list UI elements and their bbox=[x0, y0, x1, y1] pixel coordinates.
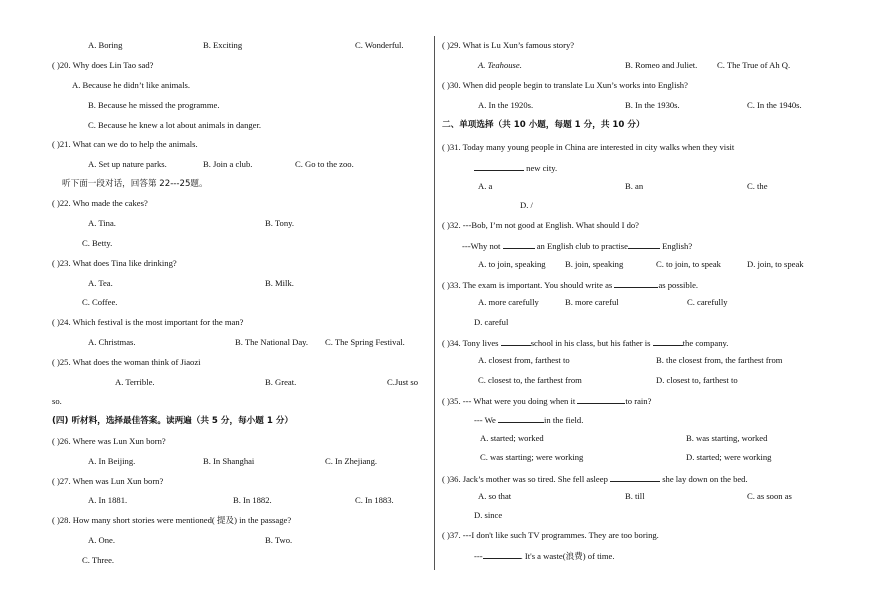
q37-question-cont: --- . It's a waste(浪费) of time. bbox=[474, 551, 615, 561]
q32-option-b: B. join, speaking bbox=[565, 259, 624, 269]
q31-option-a: A. a bbox=[478, 181, 493, 191]
q36-option-a: A. so that bbox=[478, 491, 512, 501]
q34-option-d: D. closest to, farthest to bbox=[656, 375, 738, 385]
q20-option-c: C. Because he knew a lot about animals in danger. bbox=[88, 120, 262, 130]
q32-option-d: D. join, to speak bbox=[747, 259, 804, 269]
q24-option-c: C. The Spring Festival. bbox=[325, 337, 405, 347]
q25-option-a: A. Terrible. bbox=[115, 377, 155, 387]
q23-option-b: B. Milk. bbox=[265, 278, 294, 288]
q25-option-b: B. Great. bbox=[265, 377, 297, 387]
q19-option-a: A. Boring bbox=[88, 40, 123, 50]
q30-option-b: B. In the 1930s. bbox=[625, 100, 680, 110]
q22-question: ( )22. Who made the cakes? bbox=[52, 198, 148, 208]
answer-blank bbox=[614, 278, 658, 288]
q27-option-b: B. In 1882. bbox=[233, 495, 272, 505]
q26-question: ( )26. Where was Lun Xun born? bbox=[52, 436, 166, 446]
q35-option-b: B. was starting, worked bbox=[686, 433, 768, 443]
q20-option-a: A. Because he didn’t like animals. bbox=[72, 80, 190, 90]
q22-option-c: C. Betty. bbox=[82, 238, 113, 248]
q19-option-b: B. Exciting bbox=[203, 40, 243, 50]
q26-option-a: A. In Beijing. bbox=[88, 456, 136, 466]
q34-option-a: A. closest from, farthest to bbox=[478, 355, 570, 365]
q36-option-b: B. till bbox=[625, 491, 645, 501]
listening-instruction: 听下面一段对话，回答第 22---25题。 bbox=[62, 179, 208, 189]
q24-option-b: B. The National Day. bbox=[235, 337, 309, 347]
q33-option-d: D. careful bbox=[474, 317, 509, 327]
q34-option-b: B. the closest from, the farthest from bbox=[656, 355, 783, 365]
q30-option-a: A. In the 1920s. bbox=[478, 100, 534, 110]
q22-option-b: B. Tony. bbox=[265, 218, 295, 228]
q24-option-a: A. Christmas. bbox=[88, 337, 136, 347]
q32-option-a: A. to join, speaking bbox=[478, 259, 546, 269]
answer-blank bbox=[577, 394, 625, 404]
q25-option-c: C.Just so bbox=[387, 377, 419, 387]
q35-option-c: C. was starting; were working bbox=[480, 452, 584, 462]
q33-option-b: B. more careful bbox=[565, 297, 619, 307]
q34-question: ( )34. Tony lives school in his class, but his father is the company. bbox=[442, 338, 729, 348]
q31-question: ( )31. Today many young people in China are interested in city walks when they visit bbox=[442, 142, 735, 152]
q27-option-c: C. In 1883. bbox=[355, 495, 394, 505]
q29-option-c: C. The True of Ah Q. bbox=[717, 60, 791, 70]
q29-option-a: A. Teahouse. bbox=[478, 60, 522, 70]
q24-question: ( )24. Which festival is the most important for the man? bbox=[52, 317, 244, 327]
q33-question: ( )33. The exam is important. You should write as as possible. bbox=[442, 280, 699, 290]
q31-option-d: D. / bbox=[520, 200, 533, 210]
column-divider bbox=[434, 36, 435, 570]
q25-question: ( )25. What does the woman think of Jiaozi bbox=[52, 357, 201, 367]
q35-option-d: D. started; were working bbox=[686, 452, 772, 462]
q36-option-c: C. as soon as bbox=[747, 491, 792, 501]
section-4-heading: (四) 听材料，选择最佳答案。读两遍（共 5 分，每小题 1 分） bbox=[52, 416, 294, 426]
answer-blank bbox=[503, 239, 535, 249]
q36-option-d: D. since bbox=[474, 510, 503, 520]
q32-question-cont: ---Why not an English club to practise English? bbox=[462, 241, 693, 251]
q31-option-b: B. an bbox=[625, 181, 644, 191]
q29-option-b: B. Romeo and Juliet. bbox=[625, 60, 698, 70]
answer-blank bbox=[474, 161, 524, 171]
answer-blank bbox=[501, 336, 531, 346]
q26-option-b: B. In Shanghai bbox=[203, 456, 255, 466]
q36-question: ( )36. Jack’s mother was so tired. She fell asleep she lay down on the bed. bbox=[442, 474, 748, 484]
q30-question: ( )30. When did people begin to translate Lu Xun’s works into English? bbox=[442, 80, 688, 90]
q21-option-b: B. Join a club. bbox=[203, 159, 253, 169]
answer-blank bbox=[498, 413, 544, 423]
q20-option-b: B. Because he missed the programme. bbox=[88, 100, 220, 110]
q28-option-c: C. Three. bbox=[82, 555, 115, 565]
q20-question: ( )20. Why does Lin Tao sad? bbox=[52, 60, 154, 70]
q21-question: ( )21. What can we do to help the animals. bbox=[52, 139, 198, 149]
q23-option-a: A. Tea. bbox=[88, 278, 113, 288]
q37-question: ( )37. ---I don't like such TV programmes. They are too boring. bbox=[442, 530, 659, 540]
q27-question: ( )27. When was Lun Xun born? bbox=[52, 476, 164, 486]
q34-option-c: C. closest to, the farthest from bbox=[478, 375, 582, 385]
q19-option-c: C. Wonderful. bbox=[355, 40, 404, 50]
section-2-heading: 二、单项选择（共 10 小题，每题 1 分，共 10 分） bbox=[442, 120, 645, 130]
q28-question: ( )28. How many short stories were mentioned( 提及) in the passage? bbox=[52, 515, 292, 525]
q21-option-c: C. Go to the zoo. bbox=[295, 159, 354, 169]
q28-option-a: A. One. bbox=[88, 535, 115, 545]
q31-option-c: C. the bbox=[747, 181, 768, 191]
q35-question: ( )35. --- What were you doing when it to rain? bbox=[442, 396, 652, 406]
q22-option-a: A. Tina. bbox=[88, 218, 116, 228]
q28-option-b: B. Two. bbox=[265, 535, 293, 545]
answer-blank bbox=[610, 472, 660, 482]
q32-question: ( )32. ---Bob, I’m not good at English. What should I do? bbox=[442, 220, 639, 230]
answer-blank bbox=[628, 239, 660, 249]
q29-question: ( )29. What is Lu Xun’s famous story? bbox=[442, 40, 575, 50]
q30-option-c: C. In the 1940s. bbox=[747, 100, 802, 110]
q33-option-a: A. more carefully bbox=[478, 297, 539, 307]
q21-option-a: A. Set up nature parks. bbox=[88, 159, 167, 169]
q35-question-cont: --- We in the field. bbox=[474, 415, 584, 425]
q33-option-c: C. carefully bbox=[687, 297, 728, 307]
q23-option-c: C. Coffee. bbox=[82, 297, 118, 307]
q26-option-c: C. In Zhejiang. bbox=[325, 456, 378, 466]
q31-question-cont: new city. bbox=[474, 161, 557, 174]
answer-blank bbox=[653, 336, 683, 346]
q25-option-c-wrap: so. bbox=[52, 396, 62, 406]
q32-option-c: C. to join, to speak bbox=[656, 259, 721, 269]
q27-option-a: A. In 1881. bbox=[88, 495, 128, 505]
answer-blank bbox=[483, 549, 521, 559]
q23-question: ( )23. What does Tina like drinking? bbox=[52, 258, 177, 268]
q35-option-a: A. started; worked bbox=[480, 433, 544, 443]
